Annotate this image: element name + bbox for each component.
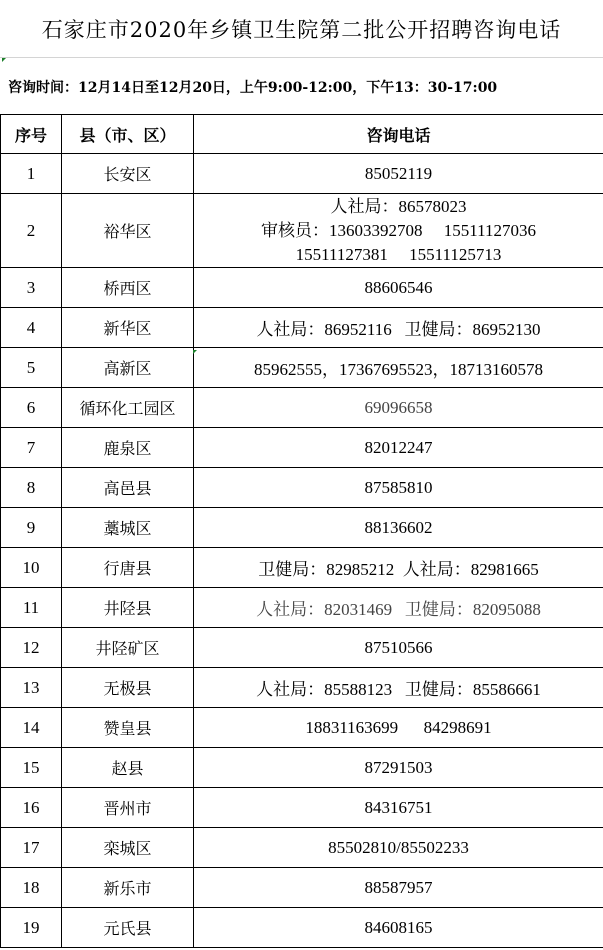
header-county: 县（市、区） [62,115,194,154]
row-county: 赵县 [62,748,194,788]
row-no: 2 [1,194,62,268]
table-row [1,828,603,868]
table-row [1,428,603,468]
table-row [1,748,603,788]
row-phone: 85052119 [194,154,603,194]
row-county: 长安区 [62,154,194,194]
row-phone: 87510566 [194,628,603,668]
row-no: 19 [1,908,62,948]
phone-line: 人社局：86578023 [330,196,467,216]
row-phone: 18831163699 84298691 [194,708,603,748]
header-phone: 咨询电话 [194,115,603,154]
row-no: 3 [1,268,62,308]
table-row [1,468,603,508]
row-no: 15 [1,748,62,788]
row-no: 16 [1,788,62,828]
row-county: 无极县 [62,668,194,708]
row-county: 行唐县 [62,548,194,588]
row-county: 高邑县 [62,468,194,508]
row-phone: 87291503 [194,748,603,788]
row-no: 5 [1,348,62,388]
row-county: 裕华区 [62,194,194,268]
row-no: 18 [1,868,62,908]
row-no: 7 [1,428,62,468]
row-no: 12 [1,628,62,668]
header-no: 序号 [1,115,62,154]
row-no: 11 [1,588,62,628]
row-phone: 84608165 [194,908,603,948]
row-phone: 87585810 [194,468,603,508]
row-phone: 85962555，17367695523，18713160578 [194,348,603,388]
row-phone [194,194,603,268]
cell-comment-marker [193,350,197,354]
row-county: 新华区 [62,308,194,348]
row-phone: 人社局：86952116 卫健局：86952130 [194,308,603,348]
table-row [1,388,603,428]
table-row [1,908,603,948]
row-phone: 88606546 [194,268,603,308]
consultation-time-notice: 咨询时间：12月14日至12月20日，上午9:00-12:00，下午13：30-17:00 [8,80,498,96]
row-county: 桥西区 [62,268,194,308]
row-county: 晋州市 [62,788,194,828]
row-phone: 88587957 [194,868,603,908]
row-county: 井陉县 [62,588,194,628]
table-row [1,708,603,748]
table-row [1,268,603,308]
row-no: 14 [1,708,62,748]
phone-line: 审核员：13603392708 15511127036 [261,220,536,240]
row-county: 赞皇县 [62,708,194,748]
row-phone: 85502810/85502233 [194,828,603,868]
table-row [1,668,603,708]
table-row [1,154,603,194]
row-no: 1 [1,154,62,194]
row-no: 17 [1,828,62,868]
row-phone: 卫健局：82985212 人社局：82981665 [194,548,603,588]
row-county: 循环化工园区 [62,388,194,428]
row-phone: 84316751 [194,788,603,828]
row-county: 新乐市 [62,868,194,908]
table-row [1,194,603,268]
row-phone: 88136602 [194,508,603,548]
row-phone: 82012247 [194,428,603,468]
table-row [1,508,603,548]
row-county: 栾城区 [62,828,194,868]
row-no: 13 [1,668,62,708]
row-phone: 人社局：82031469 卫健局：82095088 [194,588,603,628]
contact-table [0,114,603,948]
row-no: 10 [1,548,62,588]
table-row [1,628,603,668]
row-no: 8 [1,468,62,508]
page-title: 石家庄市2020年乡镇卫生院第二批公开招聘咨询电话 [0,0,603,58]
row-county: 鹿泉区 [62,428,194,468]
table-row [1,788,603,828]
table-row [1,308,603,348]
phone-line: 15511127381 15511125713 [295,244,502,264]
row-county: 藁城区 [62,508,194,548]
table-row [1,348,603,388]
table-row [1,588,603,628]
row-phone: 人社局：85588123 卫健局：85586661 [194,668,603,708]
row-county: 元氏县 [62,908,194,948]
row-phone: 69096658 [194,388,603,428]
row-county: 高新区 [62,348,194,388]
row-no: 6 [1,388,62,428]
row-no: 9 [1,508,62,548]
row-county: 井陉矿区 [62,628,194,668]
table-row [1,868,603,908]
table-header-row [1,115,603,154]
row-no: 4 [1,308,62,348]
table-row [1,548,603,588]
